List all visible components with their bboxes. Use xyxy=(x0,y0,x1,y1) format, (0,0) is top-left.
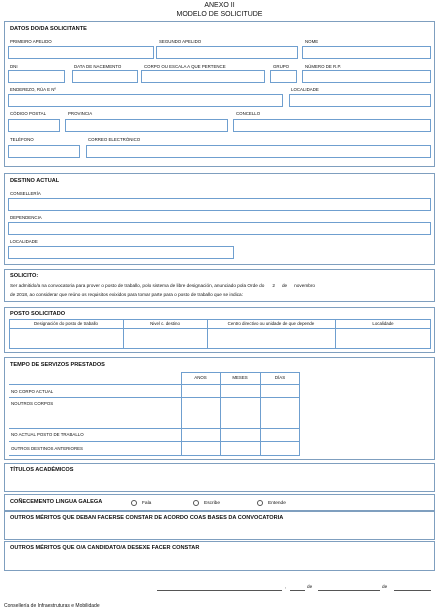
post-title: POSTO SOLICITADO xyxy=(10,311,66,317)
post-level-cell[interactable] xyxy=(124,329,206,348)
request-de: de xyxy=(281,283,288,288)
postal-code-field[interactable] xyxy=(8,119,60,132)
merits-candidate-title: OUTROS MÉRITOS QUE O/A CANDIDATO/A DESEXE FACER CONSTAR xyxy=(10,545,200,551)
academic-title: TÍTULOS ACADÉMICOS xyxy=(10,467,74,473)
footer-department: Consellería de Infraestruturas e Mobilidade xyxy=(4,603,100,609)
current-posting-title: DESTINO ACTUAL xyxy=(10,178,60,184)
post-designation-cell[interactable] xyxy=(10,329,122,348)
service-row-divider xyxy=(9,428,300,429)
dependency-label: DEPENDENCIA xyxy=(10,215,42,220)
rp-number-label: NÚMERO DE R.P. xyxy=(305,64,342,69)
service-title: TEMPO DE SERVIZOS PRESTADOS xyxy=(10,362,105,368)
dependency-field[interactable] xyxy=(8,222,431,235)
post-locality-cell[interactable] xyxy=(336,329,430,348)
radio-speaks[interactable] xyxy=(131,500,137,506)
signature-month-line[interactable] xyxy=(318,590,380,591)
birth-date-label: DATA DE NACEMENTO xyxy=(74,64,122,69)
service-row-previous-posts: OUTROS DESTINOS ANTERIORES xyxy=(11,446,83,451)
signature-de-2: de xyxy=(382,584,388,589)
name-field[interactable] xyxy=(302,46,431,59)
address-field[interactable] xyxy=(8,94,283,107)
email-label: CORREO ELECTRÓNICO xyxy=(88,137,141,142)
name-label: NOME xyxy=(305,39,319,44)
province-label: PROVINCIA xyxy=(68,111,93,116)
service-row-divider xyxy=(9,397,300,398)
service-row-divider xyxy=(9,384,300,385)
current-locality-label: LOCALIDADE xyxy=(10,239,38,244)
radio-understands-label: Entende xyxy=(268,501,286,506)
service-row-current-post: NO ACTUAL POSTO DE TRABALLO xyxy=(11,432,84,437)
department-label: CONSELLERÍA xyxy=(10,191,41,196)
radio-understands[interactable] xyxy=(257,500,263,506)
locality-label: LOCALIDADE xyxy=(291,87,319,92)
radio-speaks-label: Fala xyxy=(142,501,152,506)
post-col-locality: Localidade xyxy=(372,321,394,326)
province-field[interactable] xyxy=(65,119,228,132)
request-title: SOLICITO: xyxy=(10,273,39,279)
radio-writes[interactable] xyxy=(193,500,199,506)
signature-de-1: de xyxy=(307,584,313,589)
dni-label: DNI xyxy=(10,64,18,69)
service-row-divider xyxy=(9,441,300,442)
merits-candidate-field[interactable] xyxy=(8,554,431,568)
signature-comma: , xyxy=(285,584,287,589)
current-locality-field[interactable] xyxy=(8,246,234,259)
group-label: GRUPO xyxy=(273,64,290,69)
signature-day-line[interactable] xyxy=(290,590,305,591)
post-col-designation: Designación do posto de traballo xyxy=(34,321,98,326)
request-text-start: Ser admitido/a na convocatoria para prover o posto de traballo, polo sistema de libre designación, anunciado pola Orde do xyxy=(10,283,265,288)
service-col-days: DÍAS xyxy=(274,375,286,380)
phone-label: TELÉFONO xyxy=(10,137,34,142)
language-title: COÑECEMENTO LINGUA GALEGA xyxy=(10,499,103,505)
corps-label: CORPO OU ESCALA A QUE PERTENCE xyxy=(144,64,226,69)
service-row-current-corps: NO CORPO ACTUAL xyxy=(11,389,54,394)
service-row-divider xyxy=(9,455,300,456)
form-title: MODELO DE SOLICITUDE xyxy=(176,11,263,18)
post-centre-cell[interactable] xyxy=(208,329,334,348)
service-row-other-corps: NOUTROS CORPOS xyxy=(11,401,54,406)
post-col-level: Nivel c. destino xyxy=(150,321,180,326)
council-label: CONCELLO xyxy=(236,111,261,116)
postal-code-label: CÓDIGO POSTAL xyxy=(10,111,47,116)
merits-bases-title: OUTROS MÉRITOS QUE DEBAN FACERSE CONSTAR DE ACORDO COAS BASES DA CONVOCATORIA xyxy=(10,515,284,521)
email-field[interactable] xyxy=(86,145,431,158)
request-day: 2 xyxy=(272,283,275,288)
request-month: novembro xyxy=(294,283,316,288)
service-col-years: ANOS xyxy=(194,375,207,380)
request-text-line1 xyxy=(10,283,315,288)
locality-field[interactable] xyxy=(289,94,431,107)
dni-field[interactable] xyxy=(8,70,65,83)
first-surname-field[interactable] xyxy=(8,46,154,59)
request-text-line2: de 2018, ao considerar que reúno os requisitos exixidos para tomar parte para o posto de traballo que se indica: xyxy=(10,292,243,297)
academic-field[interactable] xyxy=(8,476,431,489)
corps-field[interactable] xyxy=(141,70,265,83)
birth-date-field[interactable] xyxy=(72,70,138,83)
address-label: ENDEREZO, RÚA E Nº xyxy=(10,87,57,92)
post-col-centre: Centro directivo ou unidade de que depende xyxy=(227,321,315,326)
rp-number-field[interactable] xyxy=(302,70,431,83)
council-field[interactable] xyxy=(233,119,431,132)
phone-field[interactable] xyxy=(8,145,80,158)
annex-label: ANEXO II xyxy=(204,2,235,9)
second-surname-label: SEGUNDO APELIDO xyxy=(159,39,202,44)
first-surname-label: PRIMEIRO APELIDO xyxy=(10,39,52,44)
department-field[interactable] xyxy=(8,198,431,211)
second-surname-field[interactable] xyxy=(156,46,298,59)
applicant-title: DATOS DO/DA SOLICITANTE xyxy=(10,26,87,32)
merits-bases-field[interactable] xyxy=(8,524,431,538)
radio-writes-label: Escribe xyxy=(204,501,220,506)
group-field[interactable] xyxy=(270,70,297,83)
service-col-months: MESES xyxy=(232,375,248,380)
signature-place-line[interactable] xyxy=(157,590,282,591)
signature-year-line[interactable] xyxy=(394,590,431,591)
